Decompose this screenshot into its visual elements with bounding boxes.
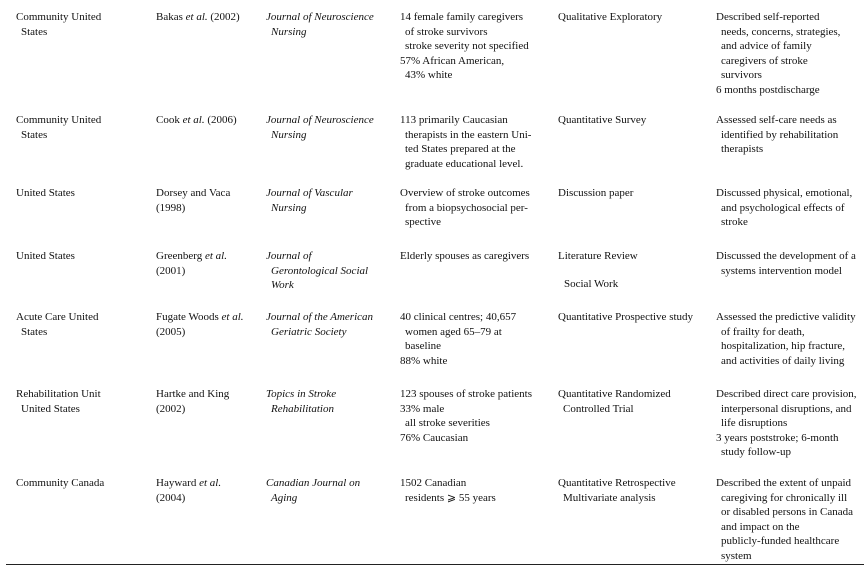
journal-line: Journal of Vascular (266, 187, 353, 199)
design-cell (558, 186, 633, 201)
journal-cell (266, 476, 360, 505)
sample-line: 40 clinical centres; 40,657 (400, 311, 517, 323)
findings-line: Discussed the development of a (716, 250, 856, 262)
design-line: Discussion paper (558, 187, 634, 199)
author-etal: et al. (182, 114, 205, 126)
sample-line: 43% white (405, 69, 453, 82)
journal-line: Rehabilitation (271, 402, 334, 415)
setting-cell (16, 10, 101, 39)
findings-line: 3 years poststroke; 6-month (716, 431, 839, 444)
findings-line: Described the extent of unpaid (716, 477, 852, 489)
findings-line: caregivers of stroke (721, 54, 808, 67)
author-year: (2004) (156, 491, 186, 504)
author-etal: et al. (204, 250, 227, 262)
findings-line: and psychological effects of (721, 201, 845, 214)
sample-line: graduate educational level. (405, 157, 524, 170)
findings-line: publicly-funded healthcare (721, 535, 840, 548)
setting-line: Community United (16, 114, 102, 126)
author-cell (156, 387, 229, 416)
author-year: (2006) (207, 114, 237, 126)
journal-line: Topics in Stroke (266, 388, 337, 400)
author-name: Hayward (156, 477, 197, 489)
findings-line: study follow-up (721, 446, 791, 459)
author-line: Dorsey and Vaca (156, 187, 231, 199)
findings-cell (716, 10, 840, 98)
findings-line: therapists (721, 143, 764, 156)
journal-line: Journal of the American (266, 311, 374, 323)
setting-line: Rehabilitation Unit (16, 388, 101, 400)
author-cell (156, 186, 230, 215)
setting-cell (16, 310, 98, 339)
design-line: Literature Review (558, 250, 638, 262)
author-line: (2002) (156, 402, 186, 415)
table-bottom-rule (6, 564, 864, 565)
findings-line: life disruptions (721, 417, 788, 430)
journal-line: Canadian Journal on (266, 477, 361, 489)
author-name: Fugate Woods (156, 311, 219, 323)
sample-line: Overview of stroke outcomes (400, 187, 530, 199)
sample-line: 88% white (400, 354, 448, 367)
findings-line: and advice of family (721, 40, 812, 53)
sample-cell (400, 476, 496, 505)
findings-cell (716, 186, 852, 230)
sample-cell (400, 186, 530, 230)
author-name: Greenberg (156, 250, 203, 262)
findings-line: 6 months postdischarge (716, 83, 820, 96)
sample-line: 113 primarily Caucasian (400, 114, 508, 126)
author-cell (156, 10, 240, 25)
setting-line: States (21, 325, 48, 338)
sample-line: therapists in the eastern Uni- (405, 128, 532, 141)
author-cell (156, 476, 221, 505)
author-year: (2001) (156, 264, 186, 277)
sample-line: all stroke severities (405, 417, 490, 430)
setting-cell (16, 249, 75, 264)
sample-line: women aged 65–79 at (405, 325, 502, 338)
sample-line: 1502 Canadian (400, 477, 467, 489)
setting-line: United States (21, 402, 80, 415)
sample-line: spective (405, 216, 442, 229)
journal-line: Aging (271, 491, 298, 504)
findings-line: survivors (721, 69, 762, 82)
author-etal: et al. (221, 311, 244, 323)
journal-cell (266, 249, 368, 293)
findings-line: of frailty for death, (721, 325, 805, 338)
design-line: Social Work (564, 277, 619, 290)
sample-line: residents ⩾ 55 years (405, 491, 496, 504)
findings-cell (716, 387, 857, 460)
journal-line: Nursing (271, 25, 307, 38)
setting-cell (16, 387, 101, 416)
findings-line: Assessed self-care needs as (716, 114, 837, 126)
design-cell (558, 10, 662, 25)
sample-cell (400, 310, 516, 368)
journal-line: Nursing (271, 201, 307, 214)
findings-line: and impact on the (721, 520, 800, 533)
design-line: Controlled Trial (563, 402, 634, 415)
findings-line: caregiving for chronically ill (721, 491, 848, 504)
sample-line: stroke severity not specified (405, 40, 529, 53)
sample-line: 123 spouses of stroke patients (400, 388, 532, 400)
sample-line: 14 female family caregivers (400, 11, 524, 23)
findings-line: interpersonal disruptions, and (721, 402, 852, 415)
journal-cell (266, 186, 353, 215)
design-cell (558, 387, 671, 416)
findings-line: Assessed the predictive validity (716, 311, 856, 323)
findings-line: or disabled persons in Canada (721, 506, 853, 519)
sample-cell (400, 387, 532, 445)
author-line: Hartke and King (156, 388, 230, 400)
sample-line: 57% African American, (400, 54, 505, 67)
findings-cell (716, 310, 856, 368)
journal-line: Gerontological Social (271, 264, 369, 277)
author-name: Cook (156, 114, 180, 126)
findings-line: Discussed physical, emotional, (716, 187, 853, 199)
design-line: Quantitative Retrospective (558, 477, 676, 489)
design-cell (558, 113, 646, 128)
findings-line: and activities of daily living (721, 354, 845, 367)
setting-line: United States (16, 187, 75, 199)
author-name: Bakas (156, 11, 183, 23)
author-cell (156, 310, 244, 339)
design-line: Qualitative Exploratory (558, 11, 663, 23)
journal-cell (266, 113, 374, 142)
findings-line: hospitalization, hip fracture, (721, 340, 846, 353)
findings-line: stroke (721, 216, 748, 229)
author-etal: et al. (199, 477, 222, 489)
journal-line: Work (271, 279, 294, 292)
sample-line: baseline (405, 340, 442, 353)
setting-line: Community Canada (16, 477, 105, 489)
design-line: Multivariate analysis (563, 491, 656, 504)
journal-line: Nursing (271, 128, 307, 141)
sample-line: from a biopsychosocial per- (405, 201, 528, 214)
design-line: Quantitative Randomized (558, 388, 671, 400)
design-cell (558, 249, 638, 291)
setting-line: States (21, 128, 48, 141)
findings-line: system (721, 549, 752, 562)
sample-line: ted States prepared at the (405, 143, 516, 156)
sample-line: of stroke survivors (405, 25, 488, 38)
findings-cell (716, 476, 853, 564)
author-etal: et al. (185, 11, 208, 23)
setting-cell (16, 186, 75, 201)
author-cell (156, 249, 227, 278)
findings-cell (716, 249, 856, 278)
setting-line: States (21, 25, 48, 38)
author-cell (156, 113, 237, 128)
sample-cell (400, 249, 529, 264)
setting-line: United States (16, 250, 75, 262)
journal-cell (266, 310, 373, 339)
findings-cell (716, 113, 838, 157)
journal-line: Geriatric Society (271, 325, 347, 338)
sample-cell (400, 113, 531, 171)
setting-line: Community United (16, 11, 102, 23)
journal-cell (266, 387, 336, 416)
setting-cell (16, 476, 104, 491)
findings-line: identified by rehabilitation (721, 128, 839, 141)
findings-line: needs, concerns, strategies, (721, 25, 841, 38)
design-line: Quantitative Survey (558, 114, 647, 126)
sample-line: 76% Caucasian (400, 431, 469, 444)
sample-cell (400, 10, 529, 83)
findings-line: Described direct care provision, (716, 388, 857, 400)
design-cell (558, 310, 693, 325)
findings-line: Described self-reported (716, 11, 820, 23)
journal-line: Journal of (266, 250, 312, 262)
journal-line: Journal of Neuroscience (266, 11, 374, 23)
journal-cell (266, 10, 374, 39)
journal-line: Journal of Neuroscience (266, 114, 374, 126)
author-line: (1998) (156, 201, 186, 214)
sample-line: Elderly spouses as caregivers (400, 250, 530, 262)
findings-line: systems intervention model (721, 264, 842, 277)
author-year: (2002) (210, 11, 240, 23)
sample-line: 33% male (400, 402, 445, 415)
setting-cell (16, 113, 101, 142)
author-year: (2005) (156, 325, 186, 338)
design-line: Quantitative Prospective study (558, 311, 694, 323)
design-cell (558, 476, 676, 505)
setting-line: Acute Care United (16, 311, 99, 323)
